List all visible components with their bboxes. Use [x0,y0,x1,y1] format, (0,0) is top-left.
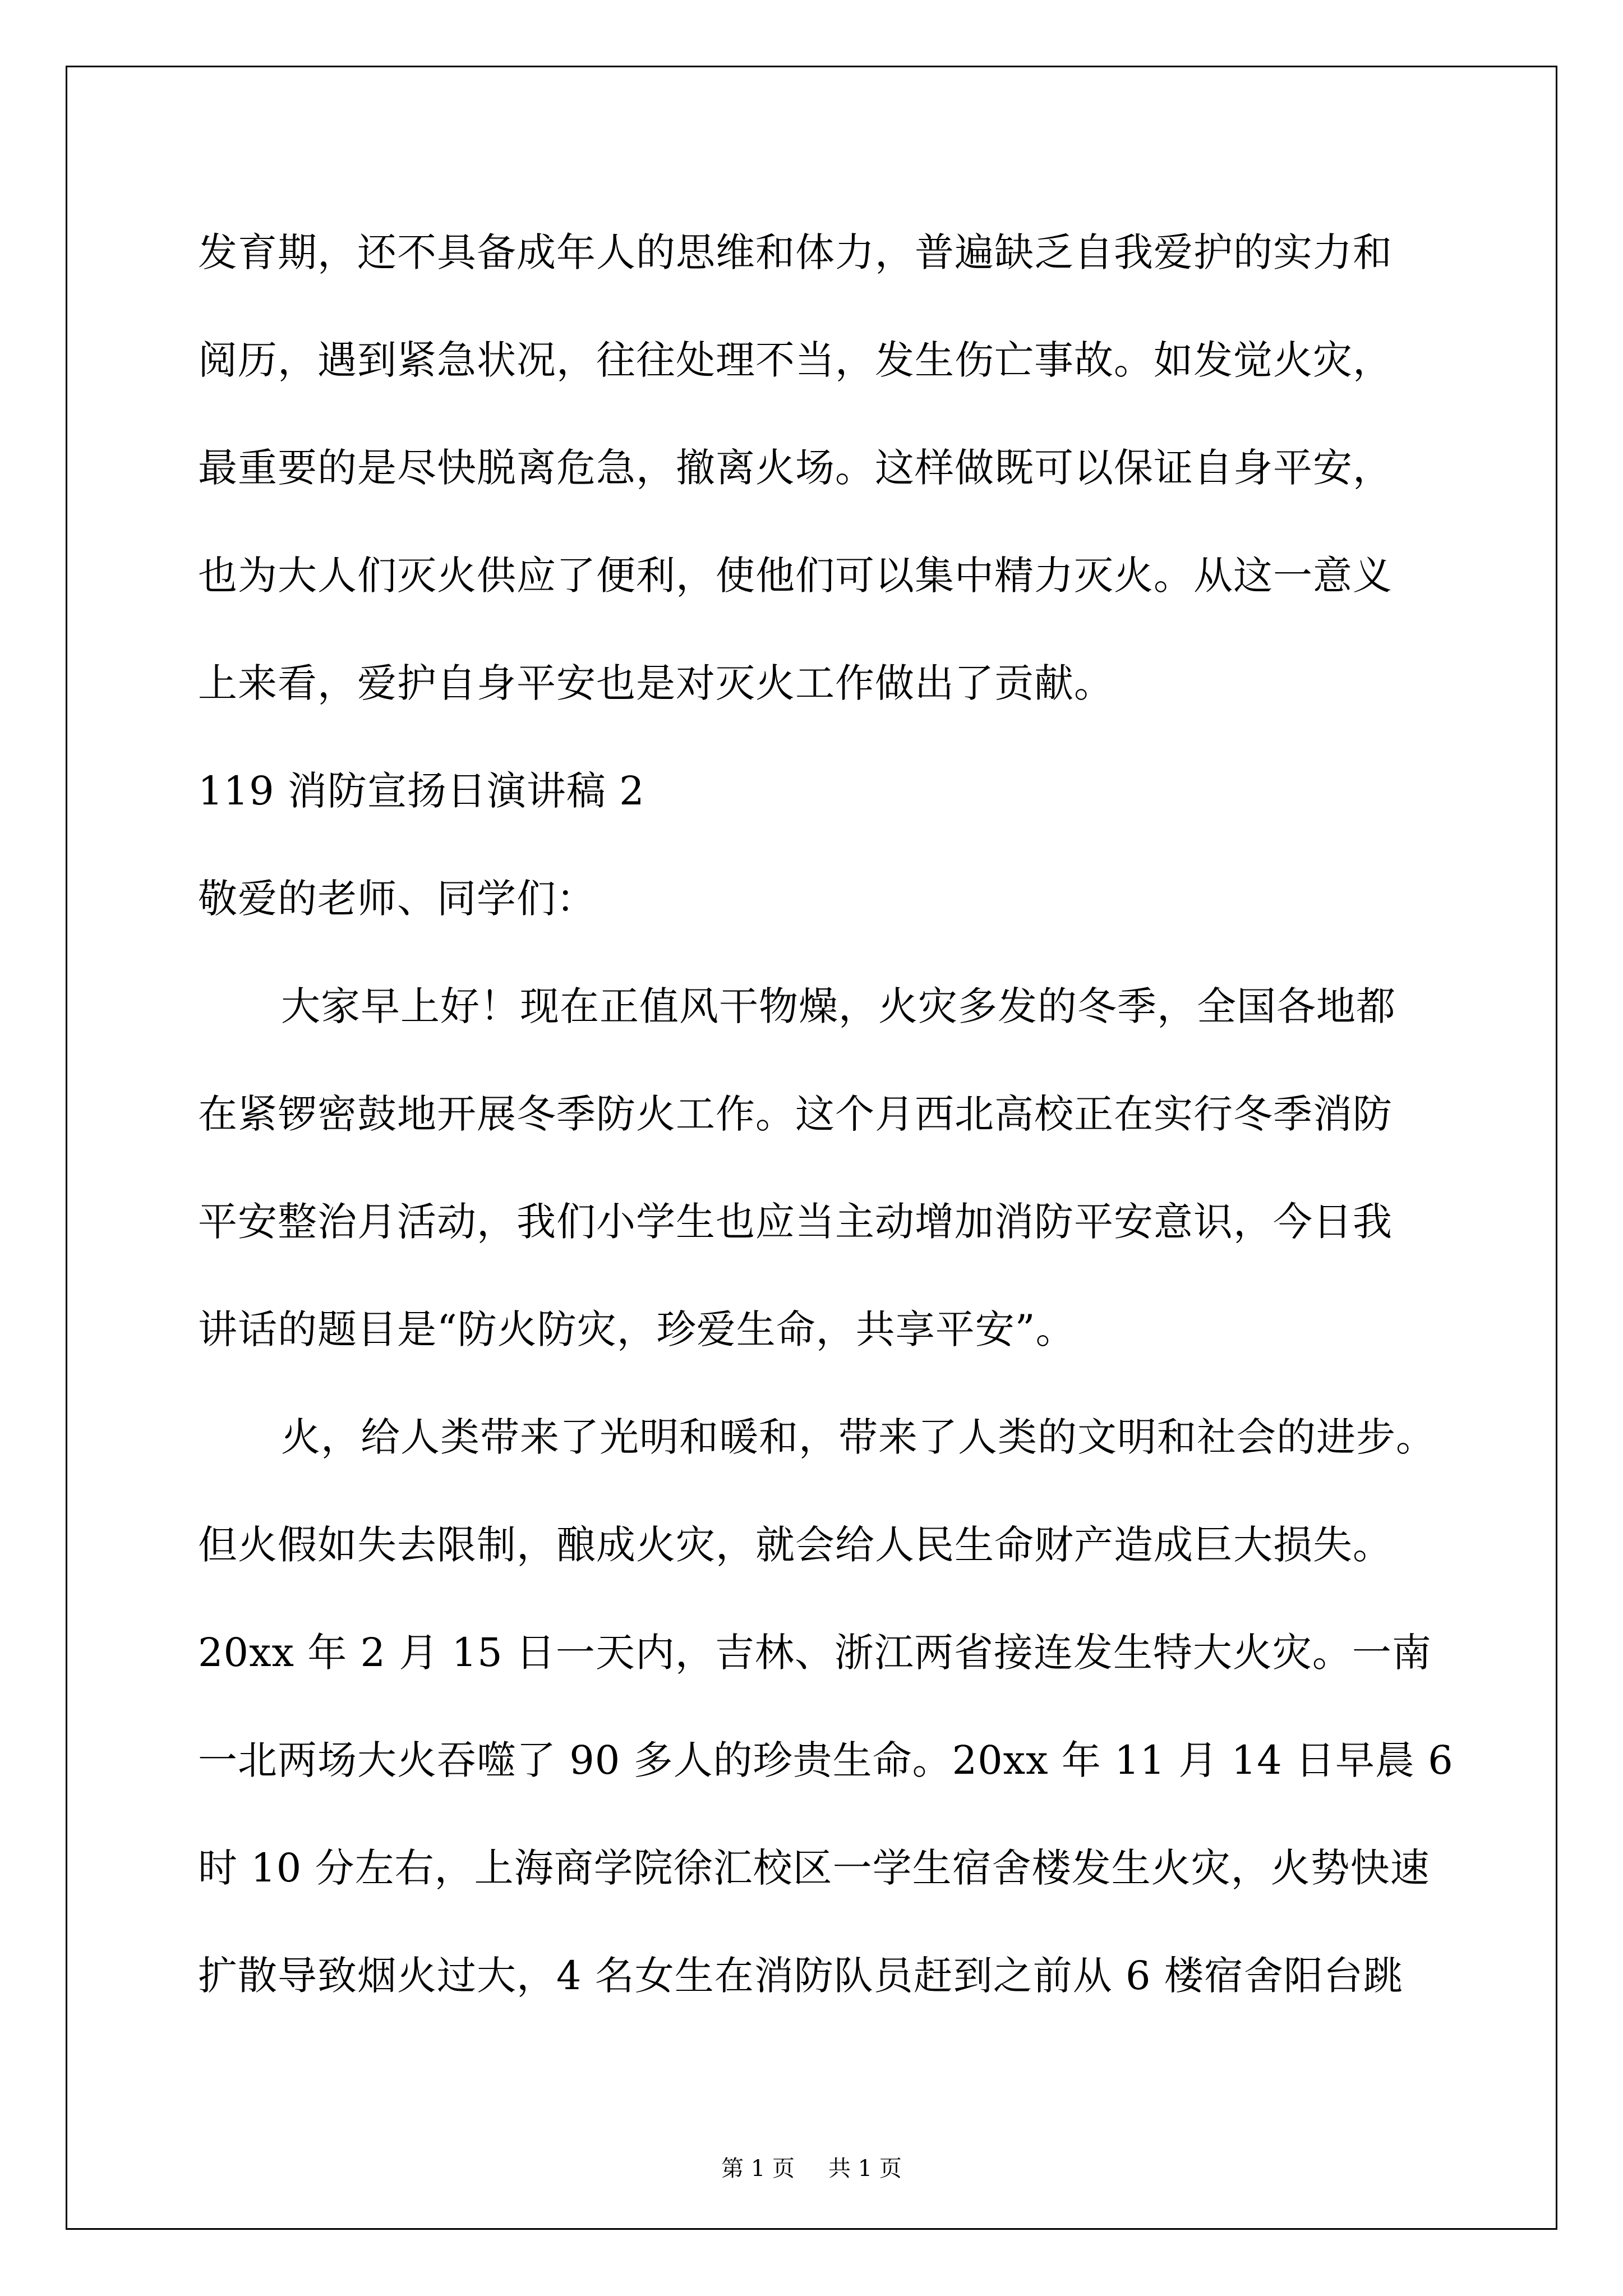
paragraph-line: 一北两场大火吞噬了 90 多人的珍贵生命。20xx 年 11 月 14 日早晨 6 [198,1737,1454,1783]
salutation: 敬爱的老师、同学们： [198,876,596,922]
paragraph-line: 但火假如失去限制，酿成火灾，就会给人民生命财产造成巨大损失。 [198,1522,1393,1568]
paragraph-line: 上来看，爱护自身平安也是对灭火工作做出了贡献。 [198,660,1114,706]
section-title: 119 消防宣扬日演讲稿 2 [198,768,645,814]
paragraph-line: 最重要的是尽快脱离危急，撤离火场。这样做既可以保证自身平安， [198,445,1393,491]
paragraph-line: 火，给人类带来了光明和暖和，带来了人类的文明和社会的进步。 [281,1414,1436,1460]
paragraph-line: 讲话的题目是“防火防灾，珍爱生命，共享平安”。 [198,1306,1076,1352]
page-footer [0,2155,1623,2182]
paragraph-line: 时 10 分左右，上海商学院徐汇校区一学生宿舍楼发生火灾，火势快速 [198,1845,1430,1891]
paragraph-line: 扩散导致烟火过大，4 名女生在消防队员赶到之前从 6 楼宿舍阳台跳 [198,1953,1403,1999]
document-body [198,213,1454,2044]
paragraph-line: 也为大人们灭火供应了便利，使他们可以集中精力灭火。从这一意义 [198,553,1393,599]
paragraph-line: 在紧锣密鼓地开展冬季防火工作。这个月西北高校正在实行冬季消防 [198,1091,1393,1137]
page-total: 共 1 页 [828,2156,902,2182]
page-number: 第 1 页 [721,2156,795,2182]
paragraph-line: 发育期，还不具备成年人的思维和体力，普遍缺乏自我爱护的实力和 [198,229,1393,275]
paragraph-line: 阅历，遇到紧急状况，往往处理不当，发生伤亡事故。如发觉火灾， [198,337,1393,383]
paragraph-line: 20xx 年 2 月 15 日一天内，吉林、浙江两省接连发生特大火灾。一南 [198,1630,1432,1676]
paragraph-line: 大家早上好！现在正值风干物燥，火灾多发的冬季，全国各地都 [281,983,1396,1029]
paragraph-line: 平安整治月活动，我们小学生也应当主动增加消防平安意识，今日我 [198,1199,1393,1245]
